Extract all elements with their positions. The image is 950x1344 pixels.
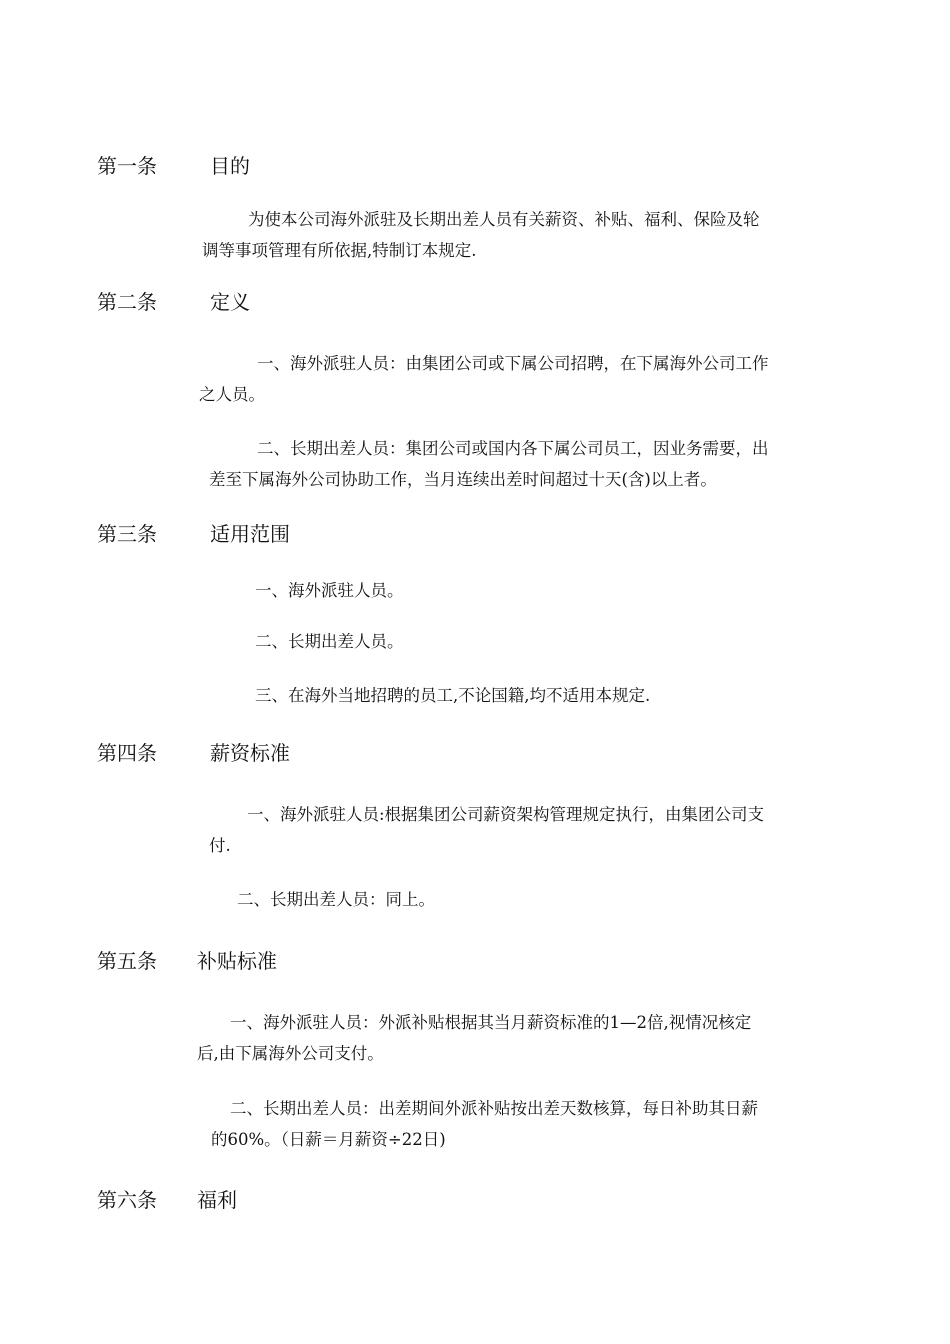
article-3-paragraph-1 — [255, 575, 404, 606]
paragraph-line: 付. — [209, 836, 231, 855]
article-title: 薪资标准 — [210, 741, 290, 765]
paragraph-line: 一、海外派驻人员:根据集团公司薪资架构管理规定执行，由集团公司支 — [247, 805, 765, 824]
paragraph-line: 为使本公司海外派驻及长期出差人员有关薪资、补贴、福利、保险及轮 — [248, 210, 760, 229]
paragraph-line: 调等事项管理有所依据,特制订本规定. — [202, 241, 477, 260]
article-3-paragraph-2 — [255, 626, 404, 657]
paragraph-line: 二、长期出差人员：出差期间外派补贴按出差天数核算，每日补助其日薪 — [230, 1099, 758, 1118]
article-number: 第四条 — [97, 741, 157, 765]
paragraph-line: 后,由下属海外公司支付。 — [197, 1044, 384, 1063]
paragraph-line: 一、海外派驻人员。 — [255, 581, 404, 600]
paragraph-line: 一、海外派驻人员：外派补贴根据其当月薪资标准的1—2倍,视情况核定 — [230, 1013, 752, 1032]
article-title: 定义 — [210, 290, 250, 314]
article-number: 第五条 — [97, 949, 157, 973]
article-title: 目的 — [210, 154, 250, 178]
article-number: 第二条 — [97, 290, 157, 314]
article-4-paragraph-1 — [209, 799, 764, 861]
paragraph-line: 二、长期出差人员。 — [255, 632, 404, 651]
article-5-paragraph-2 — [211, 1093, 758, 1155]
article-number: 第一条 — [97, 154, 157, 178]
paragraph-line: 的60%。（日薪＝月薪资÷22日) — [211, 1130, 446, 1149]
article-number: 第三条 — [97, 522, 157, 546]
article-number: 第六条 — [97, 1188, 157, 1212]
article-title: 福利 — [197, 1188, 237, 1212]
paragraph-line: 二、长期出差人员：集团公司或国内各下属公司员工，因业务需要，出 — [257, 439, 769, 458]
article-2-paragraph-2 — [209, 433, 769, 495]
article-4-paragraph-2 — [237, 884, 435, 915]
article-2-paragraph-1 — [199, 348, 769, 410]
paragraph-line: 一、海外派驻人员：由集团公司或下属公司招聘，在下属海外公司工作 — [257, 354, 769, 373]
paragraph-line: 二、长期出差人员：同上。 — [237, 890, 435, 909]
article-title: 适用范围 — [210, 522, 290, 546]
article-5-paragraph-1 — [197, 1007, 751, 1069]
article-title: 补贴标准 — [197, 949, 277, 973]
paragraph-line: 三、在海外当地招聘的员工,不论国籍,均不适用本规定. — [255, 686, 651, 705]
paragraph-line: 之人员。 — [199, 385, 265, 404]
article-3-paragraph-3 — [255, 680, 650, 711]
article-1-paragraph-1 — [202, 204, 760, 266]
paragraph-line: 差至下属海外公司协助工作，当月连续出差时间超过十天(含)以上者。 — [209, 470, 717, 489]
